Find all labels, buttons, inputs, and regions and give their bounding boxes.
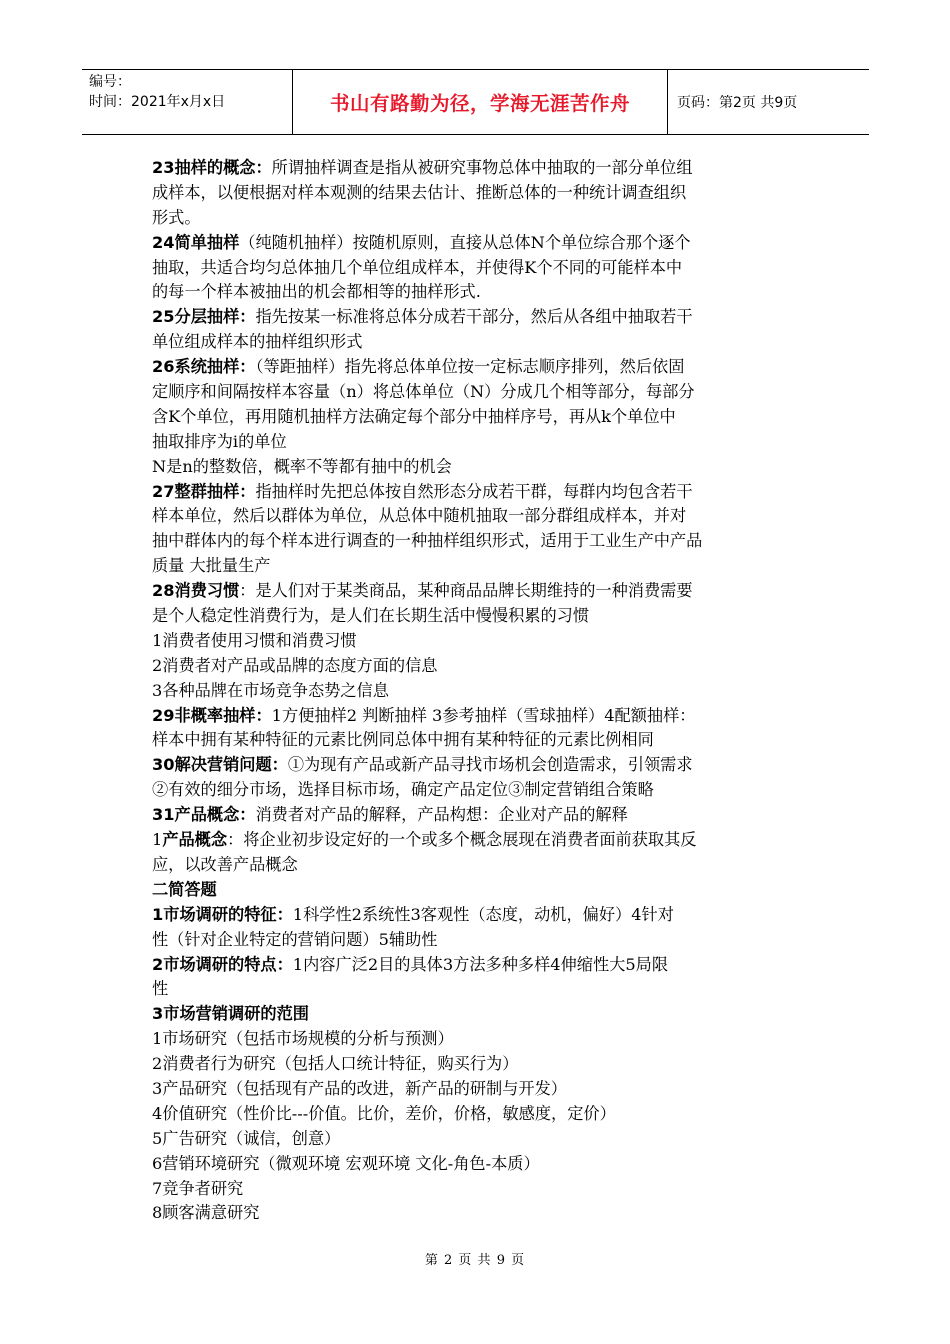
line-text: 4价值研究（性价比---价值。比价，差价，价格，敏感度，定价）	[152, 1103, 616, 1123]
text-line	[152, 280, 812, 305]
text-line	[152, 355, 812, 380]
text-line	[152, 1152, 812, 1177]
bold-term: 二简答题	[152, 879, 217, 899]
text-line	[152, 1077, 812, 1102]
number-label: 编号：	[89, 74, 131, 90]
date-label: 时间：2021年x月x日	[89, 94, 226, 110]
line-text: 样本中拥有某种特征的元素比例同总体中拥有某种特征的元素比例相同	[152, 730, 654, 750]
page-footer: 第 2 页 共 9 页	[424, 1253, 526, 1268]
line-text: 1消费者使用习惯和消费习惯	[152, 630, 357, 650]
line-text: 2消费者行为研究（包括人口统计特征，购买行为）	[152, 1054, 519, 1074]
text-line	[152, 579, 812, 604]
text-line	[152, 853, 812, 878]
text-line	[152, 679, 812, 704]
text-line	[152, 1052, 812, 1077]
bold-term: 31产品概念：	[152, 805, 256, 825]
bold-term: 2市场调研的特点：	[152, 954, 293, 974]
text-line	[152, 1127, 812, 1152]
text-line	[152, 156, 812, 181]
line-text: 1	[152, 830, 163, 850]
text-line	[152, 181, 812, 206]
header-meta	[82, 70, 293, 134]
header-page-info: 页码：第2页 共9页	[677, 95, 798, 111]
line-text: （纯随机抽样）按随机原则，直接从总体N个单位综合那个逐个	[239, 232, 691, 252]
line-text: 性（针对企业特定的营销问题）5辅助性	[152, 929, 438, 949]
line-text: 性	[152, 979, 169, 999]
text-line	[152, 256, 812, 281]
line-text: 抽取排序为i的单位	[152, 431, 287, 451]
text-line	[152, 380, 812, 405]
text-line	[152, 430, 812, 455]
line-text: ：是人们对于某类商品，某种商品品牌长期维持的一种消费需要	[239, 581, 693, 601]
line-text: 质量 大批量生产	[152, 556, 271, 576]
text-line	[152, 977, 812, 1002]
text-line	[152, 330, 812, 355]
text-line	[152, 529, 812, 554]
bold-term: 24简单抽样	[152, 232, 240, 252]
text-line	[152, 305, 812, 330]
header-motto-cell	[293, 70, 668, 134]
text-line	[152, 903, 812, 928]
text-line	[152, 504, 812, 529]
line-text: 成样本，以便根据对样本观测的结果去估计、推断总体的一种统计调查组织	[152, 182, 687, 202]
line-text: 所谓抽样调查是指从被研究事物总体中抽取的一部分单位组	[271, 158, 693, 177]
line-text: ①为现有产品或新产品寻找市场机会创造需求，引领需求	[287, 755, 693, 775]
text-line	[152, 654, 812, 679]
text-line	[152, 1102, 812, 1127]
text-line	[152, 1002, 812, 1027]
line-text: 6营销环境研究（微观环境 宏观环境 文化-角色-本质）	[152, 1153, 540, 1173]
text-line	[152, 828, 812, 853]
text-line	[152, 1027, 812, 1052]
text-line	[152, 1177, 812, 1202]
line-text: （等距抽样）指先将总体单位按一定标志顺序排列，然后依固	[255, 357, 685, 377]
text-line	[152, 704, 812, 729]
text-line	[152, 604, 812, 629]
text-line	[152, 554, 812, 579]
line-text: ：将企业初步设定好的一个或多个概念展现在消费者面前获取其反	[227, 830, 697, 850]
text-line	[152, 405, 812, 430]
bold-term: 30解决营销问题：	[152, 755, 288, 775]
text-line	[152, 728, 812, 753]
bold-term: 28消费习惯	[152, 581, 240, 601]
line-text: N是n的整数倍，概率不等都有抽中的机会	[152, 456, 452, 476]
text-line	[152, 455, 812, 480]
line-text: 1科学性2系统性3客观性（态度，动机，偏好）4针对	[292, 904, 674, 924]
line-text: 形式。	[152, 207, 201, 227]
line-text: 7竞争者研究	[152, 1178, 244, 1198]
text-line	[152, 1201, 812, 1226]
page-header	[82, 69, 869, 135]
line-text: 含K个单位，再用随机抽样方法确定每个部分中抽样序号，再从k个单位中	[152, 406, 676, 426]
text-line	[152, 480, 812, 505]
line-text: 是个人稳定性消费行为，是人们在长期生活中慢慢积累的习惯	[152, 606, 590, 626]
line-text: 指抽样时先把总体按自然形态分成若干群，每群内均包含若干	[255, 481, 693, 501]
text-line	[152, 778, 812, 803]
line-text: 1方便抽样2 判断抽样 3参考抽样（雪球抽样）4配额抽样：	[271, 705, 696, 725]
line-text: 定顺序和间隔按样本容量（n）将总体单位（N）分成几个相等部分，每部分	[152, 382, 695, 402]
text-line	[152, 928, 812, 953]
document-body	[152, 156, 812, 1226]
line-text: 1市场研究（包括市场规模的分析与预测）	[152, 1029, 454, 1049]
bold-term: 1市场调研的特征：	[152, 904, 293, 924]
bold-term: 29非概率抽样：	[152, 705, 272, 725]
text-line	[152, 803, 812, 828]
text-line	[152, 231, 812, 256]
text-line	[152, 206, 812, 231]
line-text: 消费者对产品的解释，产品构想：企业对产品的解释	[255, 805, 628, 825]
bold-term: 产品概念	[162, 830, 228, 850]
text-line	[152, 878, 812, 903]
line-text: 8顾客满意研究	[152, 1203, 260, 1223]
bold-term: 23抽样的概念：	[152, 158, 272, 177]
line-text: 3产品研究（包括现有产品的改进，新产品的研制与开发）	[152, 1078, 567, 1098]
line-text: 1内容广泛2目的具体3方法多种多样4伸缩性大5局限	[292, 954, 669, 974]
line-text: 应，以改善产品概念	[152, 854, 298, 874]
line-text: 3各种品牌在市场竞争态势之信息	[152, 680, 389, 700]
line-text: 指先按某一标准将总体分成若干部分，然后从各组中抽取若干	[255, 307, 693, 327]
line-text: 抽取，共适合均匀总体抽几个单位组成样本，并使得K个不同的可能样本中	[152, 257, 683, 277]
bold-term: 26系统抽样：	[152, 357, 256, 377]
line-text: 单位组成样本的抽样组织形式	[152, 332, 363, 352]
line-text: ②有效的细分市场，选择目标市场，确定产品定位③制定营销组合策略	[152, 780, 654, 800]
text-line	[152, 953, 812, 978]
bold-term: 25分层抽样：	[152, 307, 256, 327]
bold-term: 3市场营销调研的范围	[152, 1004, 309, 1024]
text-line	[152, 753, 812, 778]
line-text: 样本单位，然后以群体为单位，从总体中随机抽取一部分群组成样本，并对	[152, 506, 687, 526]
text-line	[152, 629, 812, 654]
header-motto: 书山有路勤为径，学海无涯苦作舟	[329, 92, 630, 115]
line-text: 抽中群体内的每个样本进行调查的一种抽样组织形式，适用于工业生产中产品	[152, 531, 703, 551]
line-text: 5广告研究（诚信，创意）	[152, 1128, 341, 1148]
line-text: 2消费者对产品或品牌的态度方面的信息	[152, 655, 438, 675]
line-text: 的每一个样本被抽出的机会都相等的抽样形式.	[152, 282, 481, 302]
bold-term: 27整群抽样：	[152, 481, 256, 501]
